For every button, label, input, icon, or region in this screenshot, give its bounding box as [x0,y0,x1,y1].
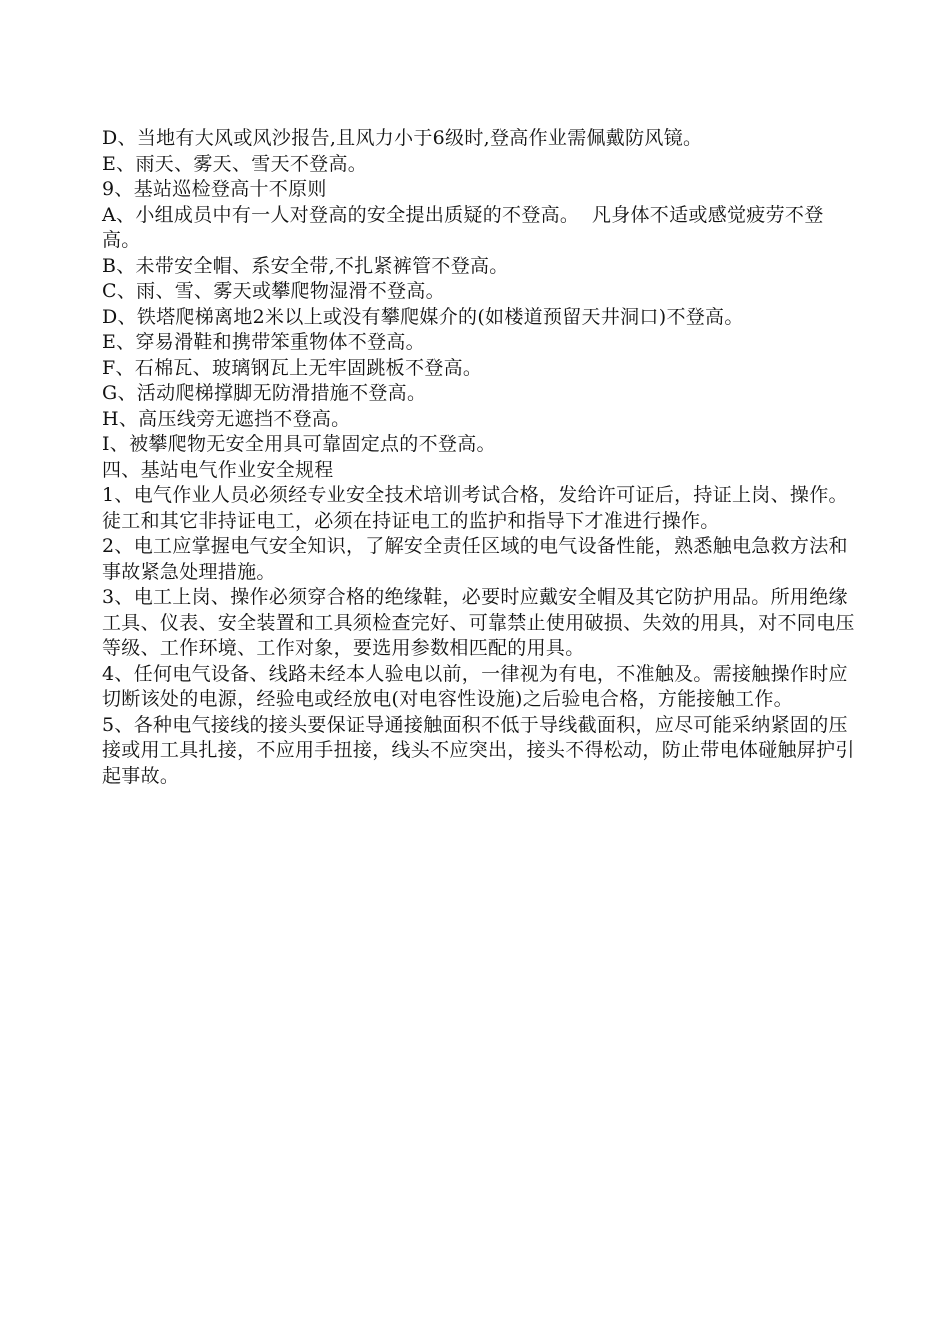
electrical-rule-5: 5、各种电气接线的接头要保证导通接触面积不低于导线截面积，应尽可能采纳紧固的压接或用工具扎接，不应用手扭接，线头不应突出，接头不得松动，防止带电体碰触屏护引起事故。 [102,713,855,787]
electrical-rule-4: 4、任何电气设备、线路未经本人验电以前，一律视为有电，不准触及。需接触操作时应切断该处的电源，经验电或经放电(对电容性设施)之后验电合格，方能接触工作。 [102,662,848,710]
rule-e: E、穿易滑鞋和携带笨重物体不登高。 [102,331,425,353]
electrical-rule-1: 1、电气作业人员必须经专业安全技术培训考试合格，发给许可证后，持证上岗、操作。徒工和其它非持证电工，必须在持证电工的监护和指导下才准进行操作。 [102,484,848,532]
rule-d: D、铁塔爬梯离地2米以上或没有攀爬媒介的(如楼道预留天井洞口)不登高。 [102,305,744,328]
paragraph-e-weather: E、雨天、雾天、雪天不登高。 [102,152,368,175]
rule-i: I、被攀爬物无安全用具可靠固定点的不登高。 [102,433,496,455]
rule-c: C、雨、雪、雾天或攀爬物湿滑不登高。 [102,280,445,302]
rule-a: A、小组成员中有一人对登高的安全提出质疑的不登高。 凡身体不适或感觉疲劳不登高。 [102,203,824,251]
rule-f: F、石棉瓦、玻璃钢瓦上无牢固跳板不登高。 [102,356,483,379]
rule-h: H、高压线旁无遮挡不登高。 [102,407,351,430]
section-heading-electrical-safety: 四、基站电气作业安全规程 [102,458,334,481]
electrical-rule-3: 3、电工上岗、操作必须穿合格的绝缘鞋，必要时应戴安全帽及其它防护用品。所用绝缘工具、仪表、安全装置和工具须检查完好、可靠禁止使用破损、失效的用具，对不同电压等级、工作环境、工作对象，要选用参数相匹配的用具。 [102,586,855,659]
section-heading-climbing-rules: 9、基站巡检登高十不原则 [102,178,327,200]
rule-g: G、活动爬梯撑脚无防滑措施不登高。 [102,382,427,404]
electrical-rule-2: 2、电工应掌握电气安全知识，了解安全责任区域的电气设备性能，熟悉触电急救方法和事故紧急处理措施。 [102,535,848,583]
paragraph-d-wind: D、当地有大风或风沙报告,且风力小于6级时,登高作业需佩戴防风镜。 [102,127,703,149]
document-page [102,126,862,789]
rule-b: B、未带安全帽、系安全带,不扎紧裤管不登高。 [102,254,509,277]
